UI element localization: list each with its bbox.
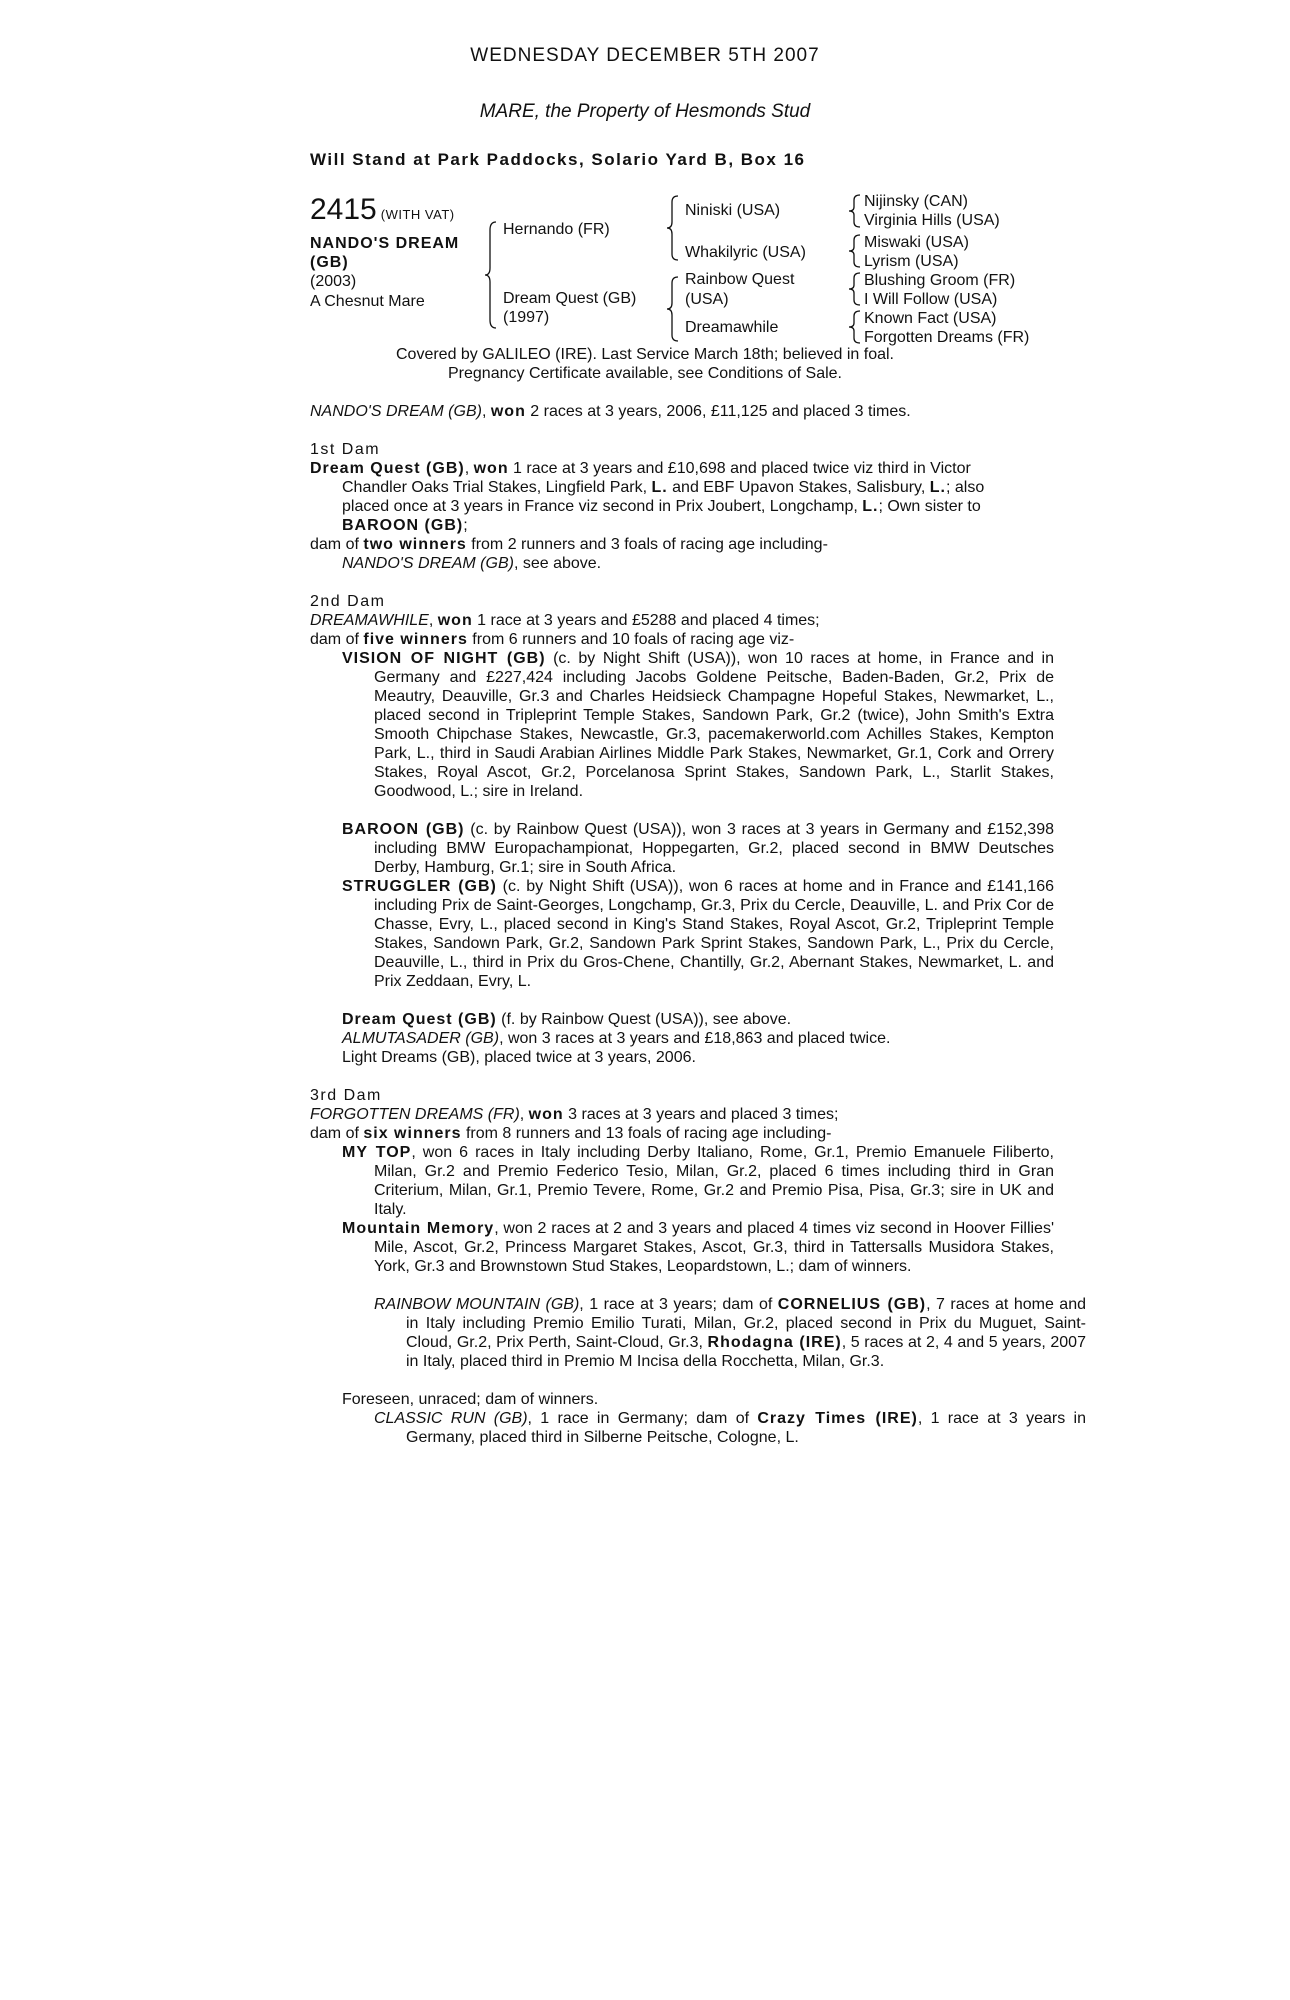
foreseen-entry: Foreseen, unraced; dam of winners. [342,1391,599,1408]
crazy-times-name: Crazy Times (IRE) [757,1410,918,1427]
pedigree-brace-3b [848,233,862,269]
second-dam-produce [310,630,990,649]
dam-of-pre: dam of [310,536,364,553]
second-dam-heading: 2nd Dam [310,593,386,610]
vision-of-night-text: (c. by Night Shift (USA)), won 10 races at home, in France and in Germany and £227,424 including Jacobs Goldene Peitsche, Baden-Baden, Gr.2, Prix de Meautry, Deauville, Gr.3 and Charles Heidsieck Champagne Hopeful Stakes, Newmarket, L., placed second in Tripleprint Temple Stakes, Sandown Park, Gr.2 (twice), John Smith's Extra Smooth Chipchase Stakes, Newcastle, Gr.3, pacemakerworld.com Achilles Stakes, Kempton Park, L., third in Saudi Arabian Airlines Middle Park Stakes, Newmarket, Gr.1, Cork and Orrery Stakes, Royal Ascot, Gr.2, Porcelanosa Sprint Stakes, Sandown Park, L., Starlit Stakes, Goodwood, L.; sire in Ireland. [374,650,1055,800]
dam-of-pre: dam of [310,1125,364,1142]
third-dam-name: FORGOTTEN DREAMS (FR) [310,1106,520,1123]
third-dam-heading: 3rd Dam [310,1087,382,1104]
first-dam-text5: ; [463,517,468,534]
sale-date: WEDNESDAY DECEMBER 5TH 2007 [470,45,820,66]
pedigree-dam-dam: Dreamawhile [685,319,779,336]
struggler-text: (c. by Night Shift (USA)), won 6 races at home and in France and £141,166 including Prix de Saint-Georges, Longchamp, Gr.3, Prix du Cercle, Deauville, L. and Prix Cor de Chasse, Evry, L., placed second in King's Stand Stakes, Royal Ascot, Gr.2, Tripleprint Temple Stakes, Sandown Park, Gr.2, Sandown Park Sprint Stakes, Sandown Park, L., Prix du Cercle, Deauville, L., third in Prix du Gros-Chene, Chantilly, Gr.2, Abernant Stakes, Newmarket, L. and Prix Zeddaan, Evry, L. [374,878,1055,990]
dam-of-post: from 8 runners and 13 foals of racing age including- [461,1125,832,1142]
classic-run-entry [310,1409,1086,1447]
baroon-entry [310,820,1054,877]
dam-of-post: from 2 runners and 3 foals of racing age including- [466,536,828,553]
horse-year: (2003) [310,273,357,290]
dam-of-winners: six winners [363,1125,462,1142]
horse-name-line1: NANDO'S DREAM [310,235,460,252]
pedigree-dam-line2: (1997) [503,309,550,326]
first-dam-text4: ; Own sister to [878,498,981,515]
rainbow-mountain-text3: , 5 races at 2, 4 and 5 years, 2007 in Italy, placed third in Premio M Incisa della Rocchetta, Milan, Gr.3. [406,1334,1086,1370]
pedigree-brace-2b [666,275,680,343]
my-top-text: , won 6 races in Italy including Derby Italiano, Rome, Gr.1, Premio Emanuele Filiberto, Milan, Gr.2 and Premio Federico Tesio, Milan, Gr.2, placed 6 times including third in Gran Criterium, Milan, Gr.1, Premio Tevere, Rome, Gr.2 and Premio Pisa, Pisa, Gr.3; sire in UK and Italy. [374,1144,1054,1218]
first-dam-foal [310,554,1054,573]
first-dam-text1: 1 race at 3 years and £10,698 and placed twice viz third in Victor Chandler Oaks Trial Stakes, Lingfield Park, [342,460,971,496]
classic-run-text2: , 1 race at 3 years in Germany, placed third in Silberne Peitsche, Cologne, L. [406,1410,1087,1446]
struggler-name: STRUGGLER (GB) [342,878,497,895]
third-dam-text: 3 races at 3 years and placed 3 times; [563,1106,839,1123]
third-dam-produce [310,1124,990,1143]
pedigree-ssd: Virginia Hills (USA) [864,212,1000,229]
dam-of-winners: two winners [363,536,467,553]
dam-of-post: from 6 runners and 10 foals of racing age viz- [467,631,795,648]
pedigree-sss: Nijinsky (CAN) [864,193,968,210]
mountain-memory-entry [310,1219,1054,1276]
first-dam-produce [310,535,990,554]
foal-name: NANDO'S DREAM (GB) [342,555,514,572]
dream-quest-text: (f. by Rainbow Quest (USA)), see above. [496,1011,792,1028]
rainbow-mountain-name: RAINBOW MOUNTAIN (GB) [374,1296,580,1313]
pedigree-brace-3c [848,271,862,307]
covered-line2: Pregnancy Certificate available, see Conditions of Sale. [448,365,842,382]
almutasader-entry [310,1029,1054,1048]
mountain-memory-name: Mountain Memory [342,1220,495,1237]
pedigree-brace-1 [484,220,498,330]
vision-of-night-entry [310,649,1054,801]
horse-name-line2: (GB) [310,254,349,271]
pedigree-sire-sire: Niniski (USA) [685,202,781,219]
pedigree-dam-line1: Dream Quest (GB) [503,290,637,307]
my-top-name: MY TOP [342,1144,412,1161]
listed-mark: L. [862,498,879,515]
foal-text: , see above. [513,555,602,572]
summary-horse-name: NANDO'S DREAM (GB) [310,403,482,420]
light-dreams-entry: Light Dreams (GB), placed twice at 3 years, 2006. [342,1049,696,1066]
cornelius-name: CORNELIUS (GB) [777,1296,927,1313]
summary-text: 2 races at 3 years, 2006, £11,125 and placed 3 times. [525,403,911,420]
dream-quest-name: Dream Quest (GB) [342,1011,497,1028]
vat-note: (WITH VAT) [380,207,455,222]
struggler-entry [310,877,1054,991]
pedigree-sire-dam: Whakilyric (USA) [685,244,806,261]
rhodagna-name: Rhodagna (IRE) [707,1334,842,1351]
pedigree-dds: Known Fact (USA) [864,310,997,327]
first-dam-record: Dream Quest (GB), won 1 race at 3 years and £10,698 and placed twice viz third in Victor Chandler Oaks Trial Stakes, Lingfield Park, L. and EBF Upavon Stakes, Salisbury, L.; also placed once at 3 years in France viz second in Prix Joubert, Longchamp, L.; Own sister to BAROON (GB); [310,460,985,534]
dream-quest-entry [310,1010,1054,1029]
pedigree-dam-sire-line1: Rainbow Quest [685,271,795,288]
dam-of-pre: dam of [310,631,364,648]
stand-location: Will Stand at Park Paddocks, Solario Yard B, Box 16 [310,150,806,169]
first-dam-won: won [473,460,509,477]
first-dam-sister: BAROON (GB) [342,517,464,534]
almutasader-name: ALMUTASADER (GB) [342,1030,500,1047]
first-dam-name: Dream Quest (GB) [310,460,465,477]
first-dam-text3: ; also placed once at 3 years in France viz second in Prix Joubert, Longchamp, [342,479,985,515]
pedigree-dsd: I Will Follow (USA) [864,291,998,308]
second-dam-record: DREAMAWHILE, won 1 race at 3 years and £5288 and placed 4 times; [310,612,820,629]
horse-description: A Chesnut Mare [310,293,425,310]
vision-of-night-name: VISION OF NIGHT (GB) [342,650,546,667]
rainbow-mountain-text1: , 1 race at 3 years; dam of [579,1296,778,1313]
lot-number-block [310,194,455,231]
third-dam-won: won [528,1106,564,1123]
horse-summary: NANDO'S DREAM (GB), won 2 races at 3 years, 2006, £11,125 and placed 3 times. [310,403,911,420]
property-line: MARE, the Property of Hesmonds Stud [479,101,811,122]
mountain-memory-text: , won 2 races at 2 and 3 years and placed 4 times viz second in Hoover Fillies' Mile, Ascot, Gr.2, Princess Margaret Stakes, Ascot, Gr.3, third in Tattersalls Musidora Stakes, York, Gr.3 and Brownstown Stud Stakes, Leopardstown, L.; dam of winners. [374,1220,1055,1275]
my-top-entry [310,1143,1054,1219]
rainbow-mountain-entry [310,1295,1086,1371]
pedigree-ddd: Forgotten Dreams (FR) [864,329,1030,346]
classic-run-text1: , 1 race in Germany; dam of [527,1410,758,1427]
baroon-text: (c. by Rainbow Quest (USA)), won 3 races at 3 years in Germany and £152,398 including BMW Europachampionat, Hoppegarten, Gr.2, placed second in BMW Deutsches Derby, Hamburg, Gr.1; sire in South Africa. [374,821,1055,876]
second-dam-won: won [437,612,473,629]
listed-mark: L. [651,479,668,496]
almutasader-text: , won 3 races at 3 years and £18,863 and placed twice. [499,1030,891,1047]
second-dam-name: DREAMAWHILE [310,612,429,629]
pedigree-sdd: Lyrism (USA) [864,253,959,270]
baroon-name: BAROON (GB) [342,821,465,838]
dam-of-winners: five winners [363,631,468,648]
first-dam-heading: 1st Dam [310,441,381,458]
listed-mark: L. [929,479,946,496]
pedigree-brace-3d [848,309,862,345]
third-dam-record: FORGOTTEN DREAMS (FR), won 3 races at 3 years and placed 3 times; [310,1106,839,1123]
summary-won: won [490,403,526,420]
pedigree-dam-sire-line2: (USA) [685,291,729,308]
second-dam-text: 1 race at 3 years and £5288 and placed 4 times; [472,612,820,629]
pedigree-sds: Miswaki (USA) [864,234,969,251]
pedigree-brace-3a [848,193,862,229]
covered-line1: Covered by GALILEO (IRE). Last Service March 18th; believed in foal. [395,346,894,363]
classic-run-name: CLASSIC RUN (GB) [374,1410,528,1427]
first-dam-text2: and EBF Upavon Stakes, Salisbury, [667,479,930,496]
rainbow-mountain-text2: , 7 races at home and in Italy including Premio Emilio Turati, Milan, Gr.2, placed second in Prix du Muguet, Saint-Cloud, Gr.2, Prix Perth, Saint-Cloud, Gr.3, [406,1296,1087,1351]
pedigree-sire: Hernando (FR) [503,221,610,238]
lot-number: 2415 [310,193,377,226]
pedigree-brace-2a [666,194,680,262]
pedigree-dss: Blushing Groom (FR) [864,272,1016,289]
